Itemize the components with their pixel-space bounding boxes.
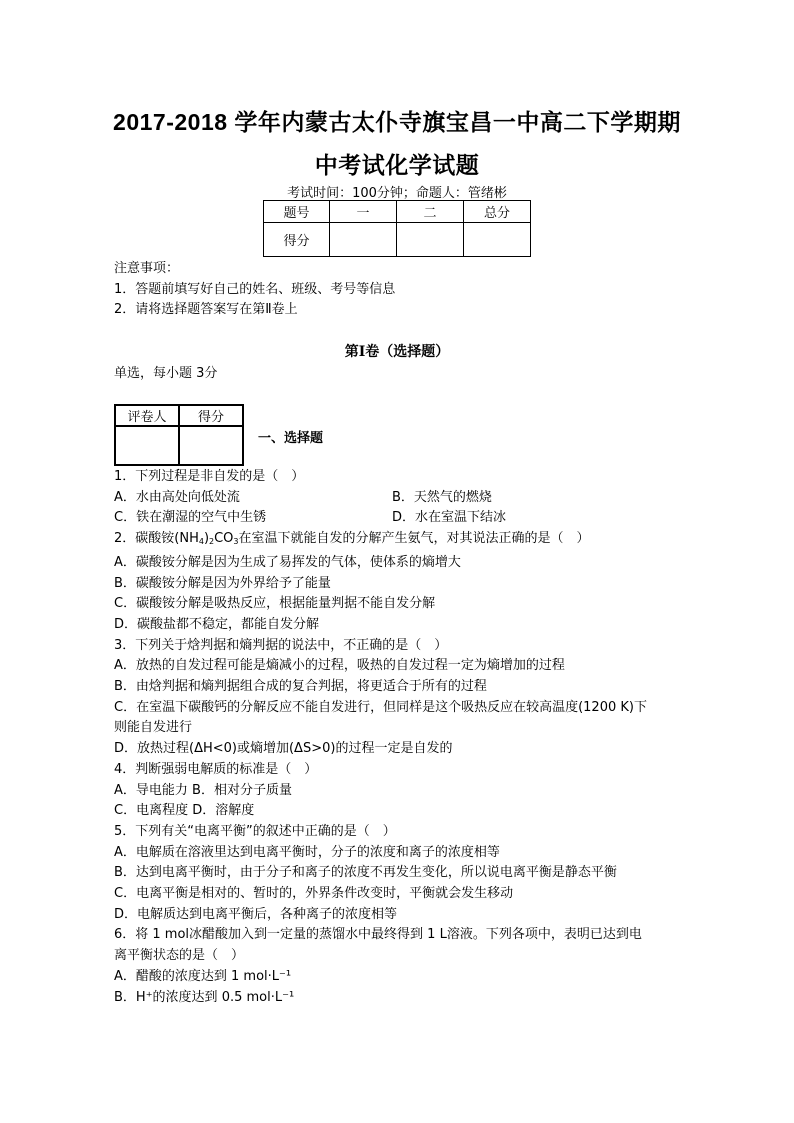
grader-cell-score	[179, 426, 243, 465]
score-cell-part2	[397, 223, 464, 257]
q5-option-b: B．达到电离平衡时，由于分子和离子的浓度不再发生变化，所以说电离平衡是静态平衡	[114, 865, 617, 881]
q2-stem-pre: 2．碳酸铵(NH	[114, 531, 199, 547]
q5-stem: 5．下列有关“电离平衡”的叙述中正确的是（ ）	[114, 823, 396, 839]
q3-stem: 3．下列关于焓判据和熵判据的说法中，不正确的是（ ）	[114, 637, 448, 653]
q2-stem-mid: )	[203, 531, 210, 547]
q4-options-ab: A．导电能力 B．相对分子质量	[114, 782, 292, 798]
q5-option-d: D．电解质达到电离平衡后，各种离子的浓度相等	[114, 906, 398, 922]
score-header-total: 总分	[464, 201, 531, 223]
part-label: 一、选择题	[258, 431, 324, 446]
score-cell-part1	[330, 223, 397, 257]
q6-stem-line1: 6．将 1 mol冰醋酸加入到一定量的蒸馏水中最终得到 1 L溶液。下列各项中，表明已达到电	[114, 927, 642, 943]
q6-option-a: A．醋酸的浓度达到 1 mol·L⁻¹	[114, 968, 292, 984]
q1-option-d: D．水在室温下结冰	[392, 510, 507, 526]
notes-item-1: 1．答题前填写好自己的姓名、班级、考号等信息	[114, 281, 396, 297]
q3-option-c-line1: C．在室温下碳酸钙的分解反应不能自发进行，但同样是这个吸热反应在较高温度(1200 K)下	[114, 699, 647, 715]
questions	[114, 467, 684, 1008]
score-table	[263, 200, 531, 257]
section-title: 第Ⅰ卷（选择题）	[344, 344, 450, 360]
grader-header-reviewer: 评卷人	[115, 405, 179, 426]
exam-title-line1: 2017-2018 学年内蒙古太仆寺旗宝昌一中高二下学期期	[113, 109, 681, 135]
q2-stem	[114, 529, 684, 553]
q1-option-c: C．铁在潮湿的空气中生锈	[114, 510, 267, 526]
score-header-part1: 一	[330, 201, 397, 223]
exam-info: 考试时间：100分钟；命题人：管绪彬	[287, 186, 507, 201]
score-row-label: 得分	[264, 223, 330, 257]
q1-options-row2	[114, 508, 684, 529]
q2-stem-mid2: CO	[214, 531, 234, 547]
q4-stem: 4．判断强弱电解质的标准是（ ）	[114, 761, 318, 777]
q3-option-a: A．放热的自发过程可能是熵减小的过程，吸热的自发过程一定为熵增加的过程	[114, 658, 565, 674]
score-cell-total	[464, 223, 531, 257]
q2-stem-sub1: 4	[198, 537, 204, 547]
q6-option-b: B．H⁺的浓度达到 0.5 mol·L⁻¹	[114, 989, 295, 1005]
q4-options-cd: C．电离程度 D．溶解度	[114, 803, 255, 819]
q1-stem: 1．下列过程是非自发的是（ ）	[114, 469, 305, 484]
score-header-question: 题号	[264, 201, 330, 223]
q2-option-b: B．碳酸铵分解是因为外界给予了能量	[114, 575, 331, 591]
notes-item-2: 2．请将选择题答案写在第Ⅱ卷上	[114, 302, 298, 318]
grader-table	[114, 404, 244, 466]
q3-option-b: B．由焓判据和熵判据组合成的复合判据，将更适合于所有的过程	[114, 679, 487, 695]
q5-option-a: A．电解质在溶液里达到电离平衡时，分子的浓度和离子的浓度相等	[114, 844, 500, 860]
q2-option-a: A．碳酸铵分解是因为生成了易挥发的气体，使体系的熵增大	[114, 554, 461, 570]
q2-stem-post: 在室温下就能自发的分解产生氨气，对其说法正确的是（ ）	[238, 531, 590, 547]
q6-stem-line2: 离平衡状态的是（ ）	[114, 948, 245, 964]
q1-options-row1	[114, 488, 684, 509]
q2-option-d: D．碳酸盐都不稳定，都能自发分解	[114, 616, 320, 632]
exam-title-line2: 中考试化学试题	[314, 152, 480, 178]
grader-cell-reviewer	[115, 426, 179, 465]
q2-stem-sub3: 3	[233, 537, 239, 547]
q3-option-c-line2: 则能自发进行	[114, 720, 193, 736]
q3-option-d: D．放热过程(ΔH<0)或熵增加(ΔS>0)的过程一定是自发的	[114, 741, 453, 757]
score-header-part2: 二	[397, 201, 464, 223]
grader-header-score: 得分	[179, 405, 243, 426]
q5-option-c: C．电离平衡是相对的、暂时的，外界条件改变时，平衡就会发生移动	[114, 886, 514, 902]
section-subtitle: 单选，每小题 3分	[114, 366, 218, 381]
q1-option-a: A．水由高处向低处流	[114, 489, 240, 505]
notes-heading: 注意事项：	[114, 261, 180, 276]
q1-option-b: B．天然气的燃烧	[392, 489, 492, 505]
notes	[114, 259, 684, 321]
q2-stem-sub2: 2	[209, 537, 215, 547]
q2-option-c: C．碳酸铵分解是吸热反应，根据能量判据不能自发分解	[114, 596, 436, 612]
